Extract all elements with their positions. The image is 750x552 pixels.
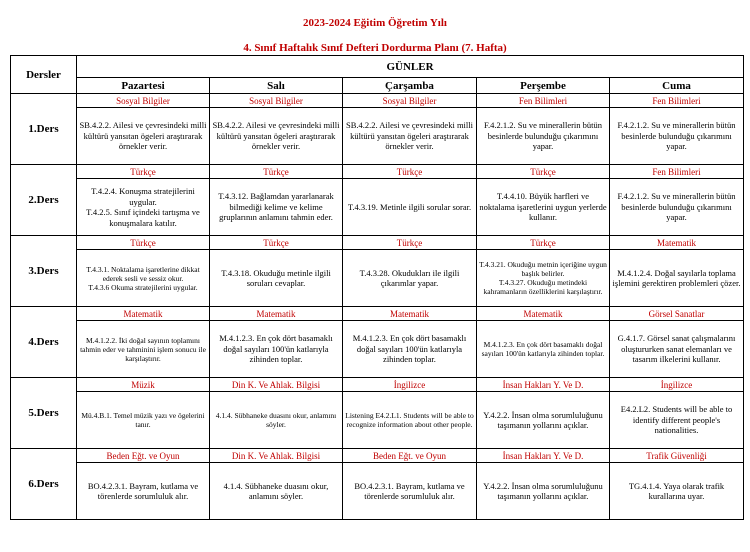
subject-cell: Türkçe: [477, 236, 610, 250]
subject-cell: Türkçe: [210, 165, 343, 179]
subject-cell: Müzik: [77, 378, 210, 392]
subject-cell: Matematik: [343, 307, 477, 321]
objective-cell: T.4.3.19. Metinle ilgili sorular sorar.: [343, 179, 477, 236]
subject-cell: Fen Bilimleri: [610, 165, 744, 179]
day-header-wednesday: Çarşamba: [343, 78, 477, 94]
subject-cell: Fen Bilimleri: [477, 94, 610, 108]
gunler-header: GÜNLER: [77, 56, 744, 78]
subject-cell: Matematik: [610, 236, 744, 250]
subject-row: [11, 94, 744, 108]
subject-cell: İnsan Hakları Y. Ve D.: [477, 449, 610, 463]
subject-row: [11, 165, 744, 179]
objective-cell: Y.4.2.2. İnsan olma sorumluluğunu taşımanın yollarını açıklar.: [477, 392, 610, 449]
objective-cell: M.4.1.2.2. İki doğal sayının toplamını tahmin eder ve tahminini işlem sonucu ile karşılaştırır.: [77, 321, 210, 378]
subject-row: [11, 449, 744, 463]
subject-cell: Din K. Ve Ahlak. Bilgisi: [210, 449, 343, 463]
subject-cell: Beden Eğt. ve Oyun: [77, 449, 210, 463]
subject-cell: Beden Eğt. ve Oyun: [343, 449, 477, 463]
lesson-label: 2.Ders: [11, 165, 77, 236]
day-header-monday: Pazartesi: [77, 78, 210, 94]
content-row: [11, 179, 744, 236]
objective-cell: M.4.1.2.4. Doğal sayılarla toplama işlemini gerektiren problemleri çözer.: [610, 250, 744, 307]
dersler-header: Dersler: [11, 56, 77, 94]
content-row: [11, 463, 744, 520]
objective-cell: SB.4.2.2. Ailesi ve çevresindeki milli kültürü yansıtan ögeleri araştırarak örnekler verir.: [77, 108, 210, 165]
subject-cell: Türkçe: [343, 165, 477, 179]
objective-cell: T.4.3.12. Bağlamdan yararlanarak bilmediği kelime ve kelime gruplarının anlamını tahmin eder.: [210, 179, 343, 236]
lesson-label: 1.Ders: [11, 94, 77, 165]
objective-cell: T.4.4.10. Büyük harfleri ve noktalama işaretlerini uygun yerlerde kullanır.: [477, 179, 610, 236]
subject-cell: Sosyal Bilgiler: [210, 94, 343, 108]
objective-cell: 4.1.4. Sübhaneke duasını okur, anlamını söyler.: [210, 463, 343, 520]
subject-cell: Türkçe: [210, 236, 343, 250]
objective-cell: T.4.3.28. Okudukları ile ilgili çıkarımlar yapar.: [343, 250, 477, 307]
objective-cell: G.4.1.7. Görsel sanat çalışmalarını oluştururken sanat elemanları ve tasarım ilkelerini kullanır.: [610, 321, 744, 378]
lesson-label: 4.Ders: [11, 307, 77, 378]
subject-cell: Matematik: [210, 307, 343, 321]
objective-cell: Listening E4.2.L1. Students will be able to recognize information about other people.: [343, 392, 477, 449]
subject-cell: Türkçe: [77, 165, 210, 179]
subject-row: [11, 236, 744, 250]
objective-cell: 4.1.4. Sübhaneke duasını okur, anlamını söyler.: [210, 392, 343, 449]
subject-cell: Fen Bilimleri: [610, 94, 744, 108]
subject-cell: Matematik: [77, 307, 210, 321]
objective-cell: TG.4.1.4. Yaya olarak trafik kurallarına uyar.: [610, 463, 744, 520]
day-header-tuesday: Salı: [210, 78, 343, 94]
objective-cell: BO.4.2.3.1. Bayram, kutlama ve törenlerde sorumluluk alır.: [77, 463, 210, 520]
content-row: [11, 321, 744, 378]
objective-cell: T.4.3.21. Okuduğu metnin içeriğine uygun başlık belirler. T.4.3.27. Okuduğu metindeki kahramanların özelliklerini karşılaştırır.: [477, 250, 610, 307]
objective-cell: F.4.2.1.2. Su ve minerallerin bütün besinlerde bulunduğu çıkarımını yapar.: [610, 179, 744, 236]
lesson-label: 3.Ders: [11, 236, 77, 307]
objective-cell: M.4.1.2.3. En çok dört basamaklı doğal sayıları 100'ün katlarıyla zihinden toplar.: [477, 321, 610, 378]
subject-cell: Din K. Ve Ahlak. Bilgisi: [210, 378, 343, 392]
day-header-friday: Cuma: [610, 78, 744, 94]
objective-cell: F.4.2.1.2. Su ve minerallerin bütün besinlerde bulunduğu çıkarımını yapar.: [477, 108, 610, 165]
subject-row: [11, 307, 744, 321]
objective-cell: Mü.4.B.1. Temel müzik yazı ve ögelerini tanır.: [77, 392, 210, 449]
subject-cell: Türkçe: [477, 165, 610, 179]
subject-cell: Türkçe: [77, 236, 210, 250]
objective-cell: M.4.1.2.3. En çok dört basamaklı doğal sayıları 100'ün katlarıyla zihinden toplar.: [210, 321, 343, 378]
lesson-label: 6.Ders: [11, 449, 77, 520]
subject-row: [11, 378, 744, 392]
objective-cell: F.4.2.1.2. Su ve minerallerin bütün besinlerde bulunduğu çıkarımını yapar.: [610, 108, 744, 165]
objective-cell: BO.4.2.3.1. Bayram, kutlama ve törenlerde sorumluluk alır.: [343, 463, 477, 520]
objective-cell: E4.2.L2. Students will be able to identify different people's nationalities.: [610, 392, 744, 449]
content-row: [11, 250, 744, 307]
lesson-label: 5.Ders: [11, 378, 77, 449]
subject-cell: Sosyal Bilgiler: [343, 94, 477, 108]
objective-cell: T.4.3.18. Okuduğu metinle ilgili soruları cevaplar.: [210, 250, 343, 307]
schedule-table: [10, 55, 744, 520]
subject-cell: İngilizce: [343, 378, 477, 392]
day-header-thursday: Perşembe: [477, 78, 610, 94]
subject-cell: Görsel Sanatlar: [610, 307, 744, 321]
subject-cell: Matematik: [477, 307, 610, 321]
subject-cell: İngilizce: [610, 378, 744, 392]
content-row: [11, 392, 744, 449]
subject-cell: Trafik Güvenliği: [610, 449, 744, 463]
objective-cell: SB.4.2.2. Ailesi ve çevresindeki milli kültürü yansıtan ögeleri araştırarak örnekler verir.: [343, 108, 477, 165]
objective-cell: M.4.1.2.3. En çok dört basamaklı doğal sayıları 100'ün katlarıyla zihinden toplar.: [343, 321, 477, 378]
document-title: 2023-2024 Eğitim Öğretim Yılı: [303, 17, 447, 29]
objective-cell: T.4.3.1. Noktalama işaretlerine dikkat ederek sesli ve sessiz okur. T.4.3.6 Okuma stratejilerini uygular.: [77, 250, 210, 307]
objective-cell: T.4.2.4. Konuşma stratejilerini uygular. T.4.2.5. Sınıf içindeki tartışma ve konuşmalara katılır.: [77, 179, 210, 236]
schedule-body: [11, 94, 744, 520]
subject-cell: İnsan Hakları Y. Ve D.: [477, 378, 610, 392]
document-subtitle: 4. Sınıf Haftalık Sınıf Defteri Dordurma Planı (7. Hafta): [243, 42, 507, 54]
objective-cell: SB.4.2.2. Ailesi ve çevresindeki milli kültürü yansıtan ögeleri araştırarak örnekler verir.: [210, 108, 343, 165]
subject-cell: Türkçe: [343, 236, 477, 250]
subject-cell: Sosyal Bilgiler: [77, 94, 210, 108]
content-row: [11, 108, 744, 165]
objective-cell: Y.4.2.2. İnsan olma sorumluluğunu taşımanın yollarını açıklar.: [477, 463, 610, 520]
